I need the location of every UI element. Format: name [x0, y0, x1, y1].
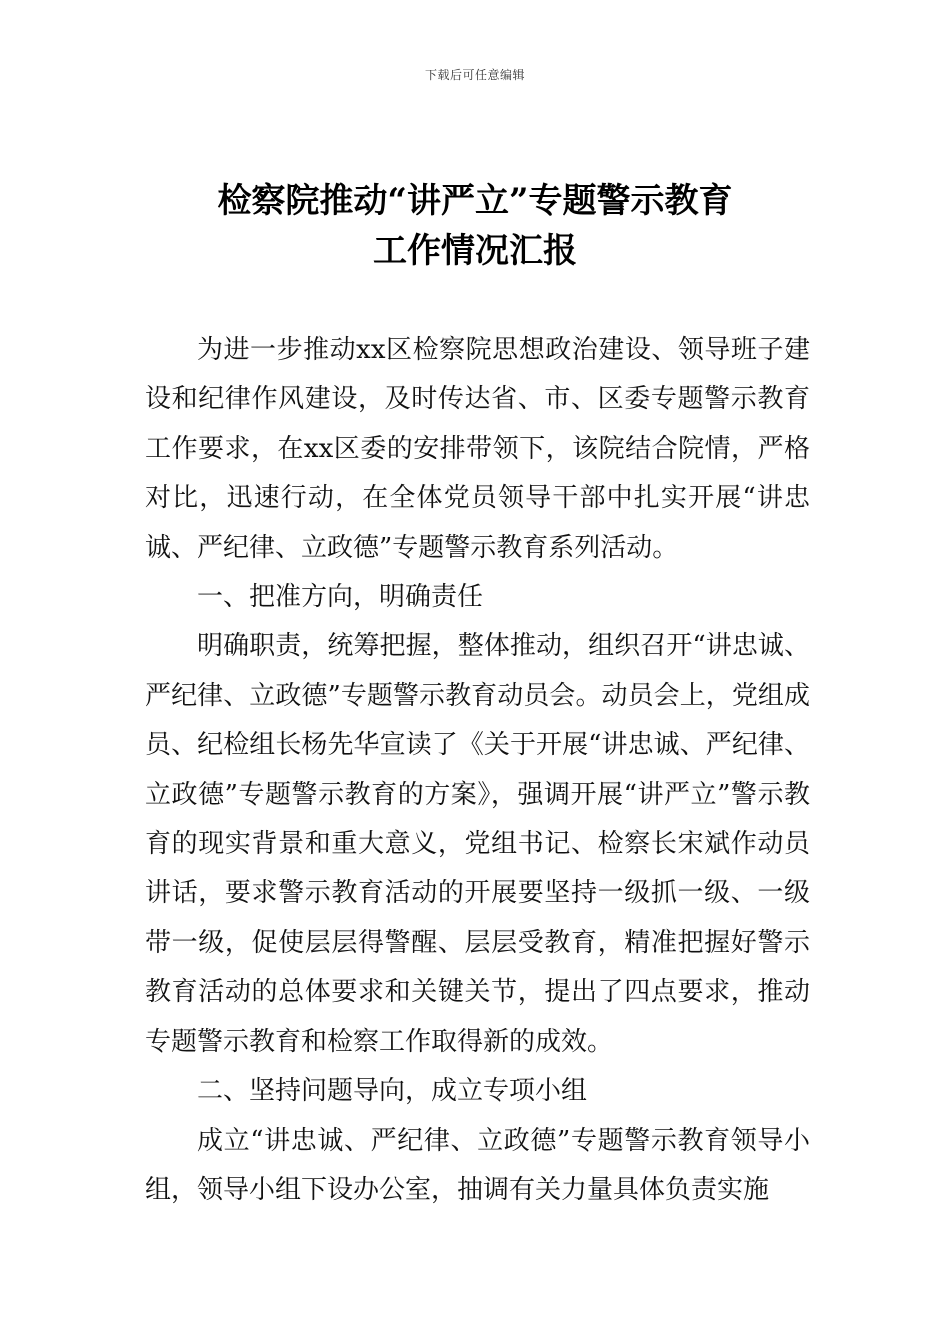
- document-body: [145, 326, 810, 1215]
- section-1-heading: 一、把准方向，明确责任: [197, 582, 484, 613]
- title-line-1: 检察院推动“讲严立”专题警示教育: [217, 181, 733, 221]
- section-1-paragraph: 明确职责，统筹把握，整体推动，组织召开“讲忠诚、严纪律、立政德”专题警示教育动员会。动员会上，党组成员、纪检组长杨先华宣读了《关于开展“讲忠诚、严纪律、立政德”专题警示教育的方案》，强调开展“讲严立”警示教育的现实背景和重大意义，党组书记、检察长宋斌作动员讲话，要求警示教育活动的开展要坚持一级抓一级、一级带一级，促使层层得警醒、层层受教育，精准把握好警示教育活动的总体要求和关键关节，提出了四点要求，推动专题警示教育和检察工作取得新的成效。: [145, 631, 810, 1057]
- title-line-2: 工作情况汇报: [373, 231, 577, 271]
- header-note: 下载后可任意编辑: [424, 68, 525, 82]
- section-2-paragraph: 成立“讲忠诚、严纪律、立政德”专题警示教育领导小组，领导小组下设办公室，抽调有关力量具体负责实施: [145, 1125, 810, 1205]
- intro-paragraph: 为进一步推动xx区检察院思想政治建设、领导班子建设和纪律作风建设，及时传达省、市、区委专题警示教育工作要求，在xx区委的安排带领下，该院结合院情，严格对比，迅速行动，在全体党员领导干部中扎实开展“讲忠诚、严纪律、立政德”专题警示教育系列活动。: [145, 335, 810, 563]
- section-2-heading: 二、坚持问题导向，成立专项小组: [197, 1076, 588, 1107]
- document-title: [0, 176, 950, 276]
